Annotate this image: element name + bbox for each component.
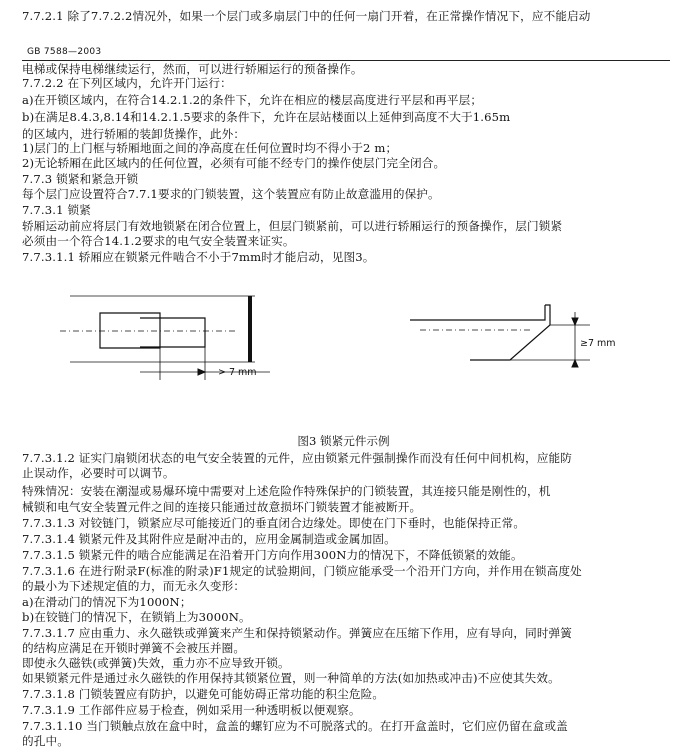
text-line: 止误动作，必要时可以调节。 — [22, 466, 175, 480]
text-line: 轿厢运动前应将层门有效地锁紧在闭合位置上，但层门锁紧前，可以进行轿厢运行的预备操作，层门锁紧 — [22, 219, 563, 233]
left-frame-blank — [70, 297, 255, 362]
text-line: 7.7.3.1.10 当门锁触点放在盒中时，盒盖的螺钉应为不可脱落式的。在打开盒盖时，它们应仍留在盒或盖 — [22, 719, 568, 733]
page-top-line: 7.7.2.1 除了7.7.2.2情况外，如果一个层门或多扇层门中的任何一扇门开着，在正常操作情况下，应不能启动 — [22, 9, 591, 23]
text-line: b)在满足8.4.3,8.14和14.2.1.5要求的条件下，允许在层站楼面以上延伸到高度不大于1.65m — [22, 110, 511, 124]
text-line: 7.7.3.1.6 在进行附录F(标准的附录)F1规定的试验期间，门锁应能承受一个沿开门方向，并作用在锁高度处 — [22, 564, 582, 578]
text-line: 7.7.3.1.9 工作部件应易于检查，例如采用一种透明板以便观察。 — [22, 703, 361, 717]
right-hook — [470, 305, 550, 360]
left-dim-arrow — [198, 369, 205, 375]
figure-right-lock — [410, 305, 590, 367]
text-line: 7.7.3.1.3 对铰链门，锁紧应尽可能接近门的垂直闭合边缘处。即使在门下垂时，也能保持正常。 — [22, 516, 526, 530]
text-line: 特殊情况：安装在潮湿或易爆环境中需要对上述危险作特殊保护的门锁装置，其连接只能是刚性的，机 — [22, 484, 551, 498]
text-line: 的孔中。 — [22, 734, 69, 748]
text-line: 电梯或保持电梯继续运行，然而，可以进行轿厢运行的预备操作。 — [22, 62, 363, 76]
text-line: b)在铰链门的情况下，在锁销上为3000N。 — [22, 610, 251, 624]
text-line: 1)层门的上门框与轿厢地面之间的净高度在任何位置时均不得小于2 m； — [22, 141, 398, 155]
text-line: 7.7.3 锁紧和紧急开锁 — [22, 172, 139, 186]
text-line: 7.7.3.1.1 轿厢应在锁紧元件啮合不小于7mm时才能启动，见图3。 — [22, 250, 375, 264]
right-dim-label: ≥7 mm — [580, 338, 616, 349]
right-hook-top — [410, 305, 545, 320]
text-line: 7.7.3.1.8 门锁装置应有防护，以避免可能妨碍正常功能的积尘危险。 — [22, 687, 385, 701]
figure-caption: 图3 锁紧元件示例 — [297, 434, 390, 448]
text-line: 7.7.3.1.7 应由重力、永久磁铁或弹簧来产生和保持锁紧动作。弹簧应在压缩下作用，应有导向，同时弹簧 — [22, 626, 573, 640]
text-line: a)在开锁区域内，在符合14.2.1.2的条件下，允许在相应的楼层高度进行平层和再平层； — [22, 93, 483, 107]
text-line: 7.7.3.1.5 锁紧元件的啮合应能满足在沿着开门方向作用300N力的情况下，不降低锁紧的效能。 — [22, 548, 523, 562]
text-line: 的结构应满足在开锁时弹簧不会被压并圈。 — [22, 641, 246, 655]
text-line: 如果锁紧元件是通过永久磁铁的作用保持其锁紧位置，则一种简单的方法(如加热或冲击)不应使其失效。 — [22, 671, 560, 685]
left-dim-label: > 7 mm — [218, 367, 257, 378]
text-line: 即使永久磁铁(或弹簧)失效，重力亦不应导致开锁。 — [22, 656, 290, 670]
text-line: 的区域内，进行轿厢的装卸货操作，此外： — [22, 127, 246, 141]
text-line: 的最小为下述规定值的力，而无永久变形： — [22, 579, 246, 593]
text-line: 每个层门应设置符合7.7.1要求的门锁装置，这个装置应有防止故意滥用的保护。 — [22, 187, 440, 201]
text-line: 7.7.3.1 锁紧 — [22, 203, 91, 217]
text-line: 7.7.3.1.2 证实门扇锁闭状态的电气安全装置的元件，应由锁紧元件强制操作而没有任何中间机构，应能防 — [22, 451, 573, 465]
right-dim-arrow-top — [572, 318, 578, 325]
right-dim-arrow-bottom — [572, 360, 578, 367]
text-line: 7.7.2.2 在下列区域内，允许开门运行： — [22, 76, 232, 90]
text-line: 械锁和电气安全装置元件之间的连接只能通过故意损坏门锁装置才能被断开。 — [22, 500, 422, 514]
standard-code: GB 7588—2003 — [27, 47, 102, 57]
text-line: a)在滑动门的情况下为1000N； — [22, 595, 192, 609]
text-line: 7.7.3.1.4 锁紧元件及其附件应是耐冲击的，应用金属制造或金属加固。 — [22, 532, 396, 546]
text-line: 2)无论轿厢在此区域内的任何位置，必须有可能不经专门的操作使层门完全闭合。 — [22, 156, 446, 170]
text-line: 必须由一个符合14.1.2要求的电气安全装置来证实。 — [22, 234, 295, 248]
